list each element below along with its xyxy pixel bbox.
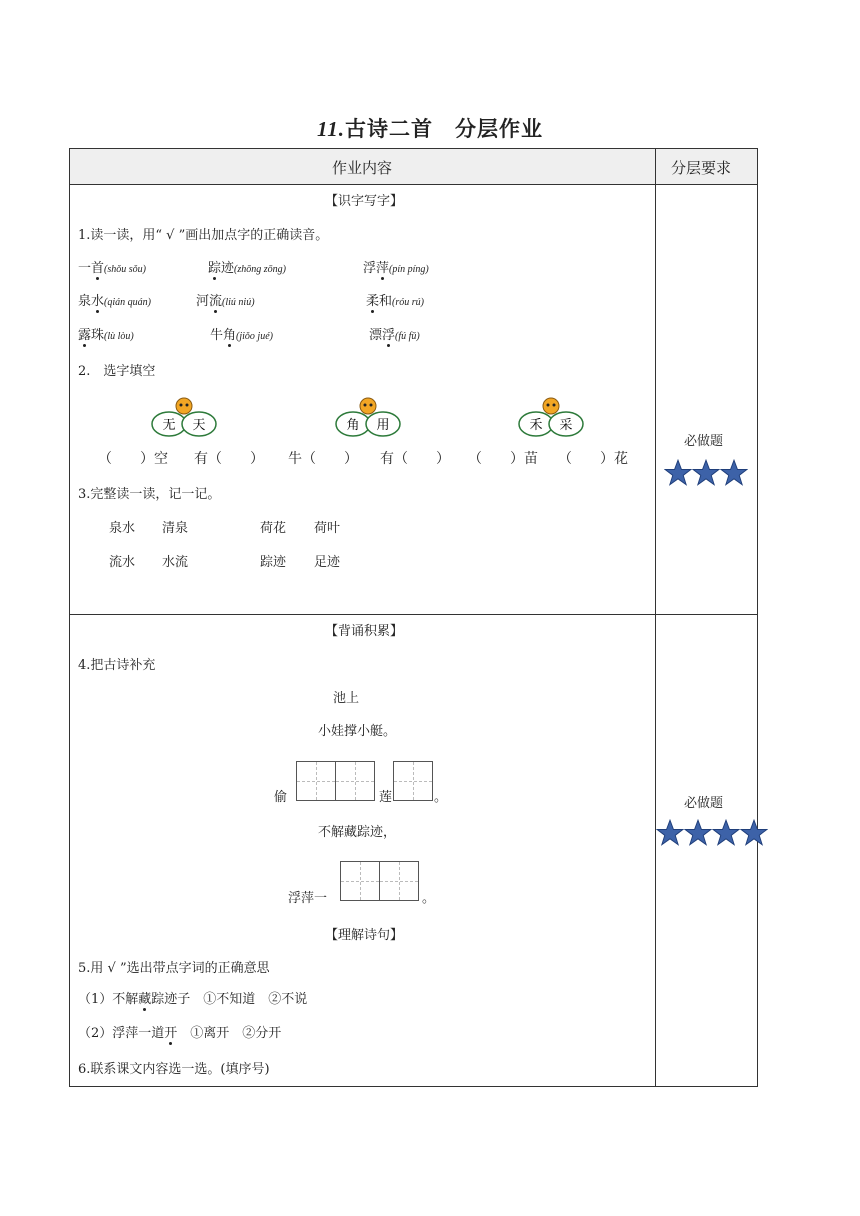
question-6: 6.联系课文内容选一选。(填序号) [78, 1062, 270, 1077]
poem-line-prefix: 浮萍一 [288, 891, 328, 906]
poem-title: 池上 [333, 691, 360, 706]
fill-blank: （ ）花 [558, 451, 628, 467]
word: 荷叶 [314, 521, 341, 536]
star-icon [740, 819, 768, 847]
poem-line-mid: 莲 [379, 790, 393, 805]
poem-line: 不解藏踪迹， [318, 825, 397, 840]
word: 清泉 [162, 521, 189, 536]
header-requirement: 分层要求 [671, 159, 732, 177]
fill-blank: 有（ ） [380, 451, 450, 467]
poem-line-prefix: 偷 [274, 790, 288, 805]
requirement-label: 必做题 [684, 434, 724, 449]
bubble-char: 角 [346, 418, 360, 433]
writing-cell[interactable] [296, 761, 336, 801]
question-5: 5.用 √ ”选出带点字词的正确意思 [78, 961, 270, 976]
word: 荷花 [260, 521, 287, 536]
pinyin-item: 泉水(qián quán) [78, 294, 151, 309]
star-icon [664, 459, 692, 487]
word: 足迹 [314, 555, 341, 570]
pinyin-item: 柔和(róu rú) [366, 294, 424, 309]
poem-line-end: 。 [422, 891, 436, 906]
table-header-bg [70, 149, 757, 184]
section-heading: 【理解诗句】 [325, 928, 404, 943]
writing-grid[interactable] [393, 761, 432, 801]
pinyin-item: 踪迹(zhōng zōng) [208, 261, 286, 276]
writing-grid[interactable] [296, 761, 374, 801]
question-5-1: （1）不解藏踪迹子 ①不知道 ②不说 [78, 992, 308, 1007]
section-heading: 【背诵积累】 [325, 624, 404, 639]
homework-table [69, 148, 758, 1087]
divider [70, 184, 757, 185]
bubble-char: 采 [559, 418, 573, 433]
writing-cell[interactable] [379, 861, 419, 901]
star-icon [656, 819, 684, 847]
bubble-char: 无 [162, 418, 176, 433]
divider [70, 614, 757, 615]
pinyin-item: 一首(shǒu sǒu) [78, 261, 146, 276]
bubble-char: 禾 [529, 418, 543, 433]
pinyin-item: 漂浮(fú fǔ) [369, 328, 420, 343]
header-content: 作业内容 [332, 159, 393, 177]
fill-blank: 有（ ） [194, 451, 264, 467]
poem-line-end: 。 [434, 790, 448, 805]
question-2: 2. 选字填空 [78, 364, 156, 379]
word: 水流 [162, 555, 189, 570]
question-4: 4.把古诗补充 [78, 658, 156, 673]
page-title: 11.古诗二首 分层作业 [316, 117, 544, 141]
writing-cell[interactable] [335, 761, 375, 801]
star-rating [664, 459, 748, 487]
pinyin-item: 牛角(jiǒo jué) [210, 328, 273, 343]
word: 流水 [109, 555, 136, 570]
question-3: 3.完整读一读，记一记。 [78, 487, 221, 502]
bubble-char: 用 [376, 418, 390, 433]
char-bubble [149, 394, 219, 438]
pinyin-item: 浮萍(pín píng) [363, 261, 429, 276]
fill-blank: （ ）苗 [468, 451, 538, 467]
star-icon [692, 459, 720, 487]
star-icon [720, 459, 748, 487]
writing-cell[interactable] [340, 861, 380, 901]
word: 踪迹 [260, 555, 287, 570]
pinyin-item: 河流(liú niú) [196, 294, 255, 309]
pinyin-item: 露珠(lù lòu) [78, 328, 134, 343]
star-icon [712, 819, 740, 847]
char-bubble [333, 394, 403, 438]
poem-line: 小娃撑小艇。 [318, 724, 397, 739]
star-rating [656, 819, 768, 847]
fill-blank: （ ）空 [98, 451, 168, 467]
bubble-char: 天 [192, 418, 206, 433]
question-5-2: （2）浮萍一道开 ①离开 ②分开 [78, 1026, 282, 1041]
requirement-label: 必做题 [684, 796, 724, 811]
fill-blank: 牛（ ） [288, 451, 358, 467]
star-icon [684, 819, 712, 847]
column-divider [655, 149, 656, 1086]
word: 泉水 [109, 521, 136, 536]
question-1: 1.读一读，用“ √ ”画出加点字的正确读音。 [78, 228, 329, 243]
section-heading: 【识字写字】 [325, 194, 404, 209]
writing-grid[interactable] [340, 861, 418, 901]
writing-cell[interactable] [393, 761, 433, 801]
char-bubble [516, 394, 586, 438]
